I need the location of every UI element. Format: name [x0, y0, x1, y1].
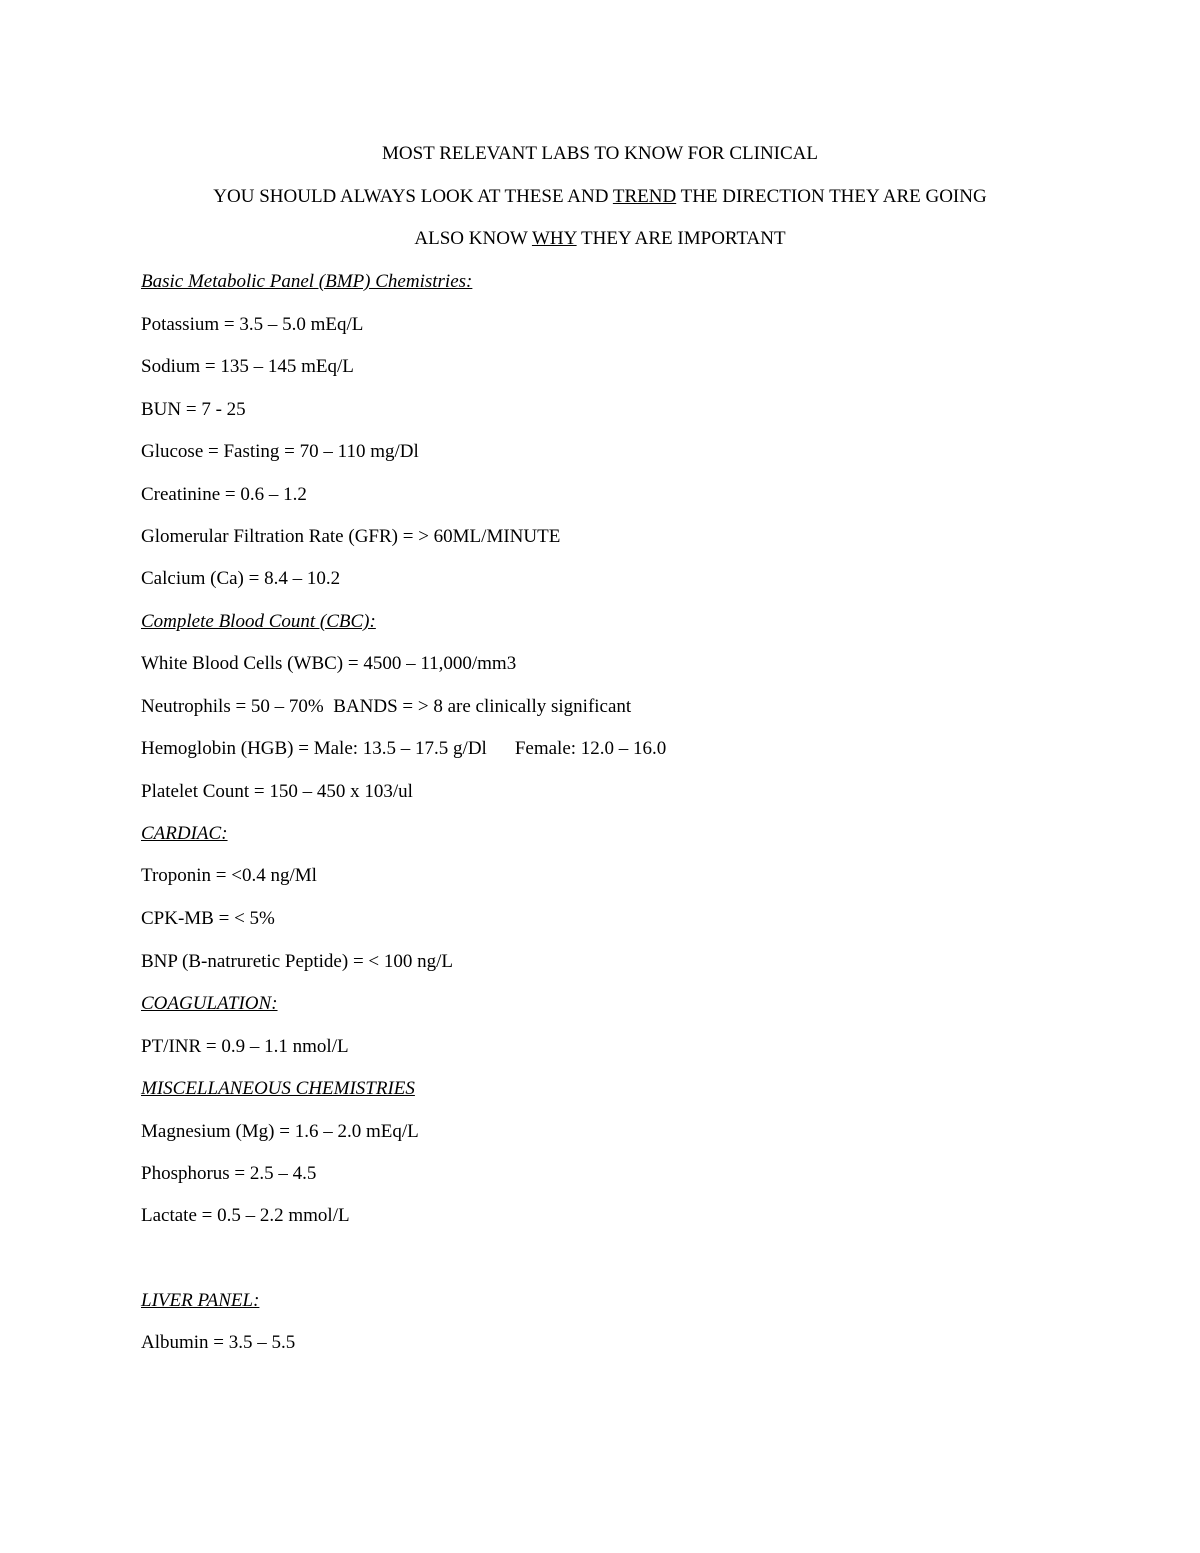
lab-bnp: BNP (B-natruretic Peptide) = < 100 ng/L [141, 951, 454, 972]
section-heading-bmp: Basic Metabolic Panel (BMP) Chemistries: [141, 271, 473, 292]
lab-pt-inr: PT/INR = 0.9 – 1.1 nmol/L [141, 1036, 349, 1057]
section-heading-misc: MISCELLANEOUS CHEMISTRIES [141, 1078, 415, 1099]
trend-emphasis: TREND [612, 186, 677, 207]
lab-platelets: Platelet Count = 150 – 450 x 103/ul [141, 781, 413, 802]
lab-albumin: Albumin = 3.5 – 5.5 [141, 1332, 296, 1353]
lab-gfr: Glomerular Filtration Rate (GFR) = > 60ML/MINUTE [141, 526, 561, 547]
lab-phosphorus: Phosphorus = 2.5 – 4.5 [141, 1163, 317, 1184]
lab-creatinine: Creatinine = 0.6 – 1.2 [141, 484, 307, 505]
lab-glucose: Glucose = Fasting = 70 – 110 mg/Dl [141, 441, 419, 462]
subtitle-text: THE DIRECTION THEY ARE GOING [676, 186, 987, 207]
lab-lactate: Lactate = 0.5 – 2.2 mmol/L [141, 1205, 350, 1226]
lab-bun: BUN = 7 - 25 [141, 399, 246, 420]
why-emphasis: WHY [531, 228, 577, 249]
lab-hgb-female: Female: 12.0 – 16.0 [514, 738, 667, 759]
subtitle-text: ALSO KNOW [414, 228, 532, 249]
subtitle-text: YOU SHOULD ALWAYS LOOK AT THESE AND [213, 186, 613, 207]
subtitle-text: THEY ARE IMPORTANT [576, 228, 786, 249]
lab-neutrophils: Neutrophils = 50 – 70% [141, 696, 324, 717]
lab-calcium: Calcium (Ca) = 8.4 – 10.2 [141, 568, 341, 589]
section-heading-cbc: Complete Blood Count (CBC): [141, 611, 376, 632]
lab-hemoglobin [141, 737, 666, 761]
lab-hgb-male: Hemoglobin (HGB) = Male: 13.5 – 17.5 g/Dl [141, 738, 487, 759]
section-heading-liver: LIVER PANEL: [141, 1290, 260, 1311]
lab-bands: BANDS = > 8 are clinically significant [333, 696, 632, 717]
section-heading-cardiac: CARDIAC: [141, 823, 228, 844]
subtitle-line-2 [0, 185, 1200, 209]
subtitle-line-3 [0, 227, 1200, 251]
document-title [0, 142, 1200, 166]
lab-neutrophils-bands [141, 695, 631, 719]
lab-sodium: Sodium = 135 – 145 mEq/L [141, 356, 354, 377]
lab-cpk-mb: CPK-MB = < 5% [141, 908, 275, 929]
lab-wbc: White Blood Cells (WBC) = 4500 – 11,000/mm3 [141, 653, 517, 674]
lab-troponin: Troponin = <0.4 ng/Ml [141, 865, 317, 886]
section-heading-coagulation: COAGULATION: [141, 993, 278, 1014]
title-line-1: MOST RELEVANT LABS TO KNOW FOR CLINICAL [382, 143, 818, 164]
lab-magnesium: Magnesium (Mg) = 1.6 – 2.0 mEq/L [141, 1121, 419, 1142]
lab-potassium: Potassium = 3.5 – 5.0 mEq/L [141, 314, 364, 335]
